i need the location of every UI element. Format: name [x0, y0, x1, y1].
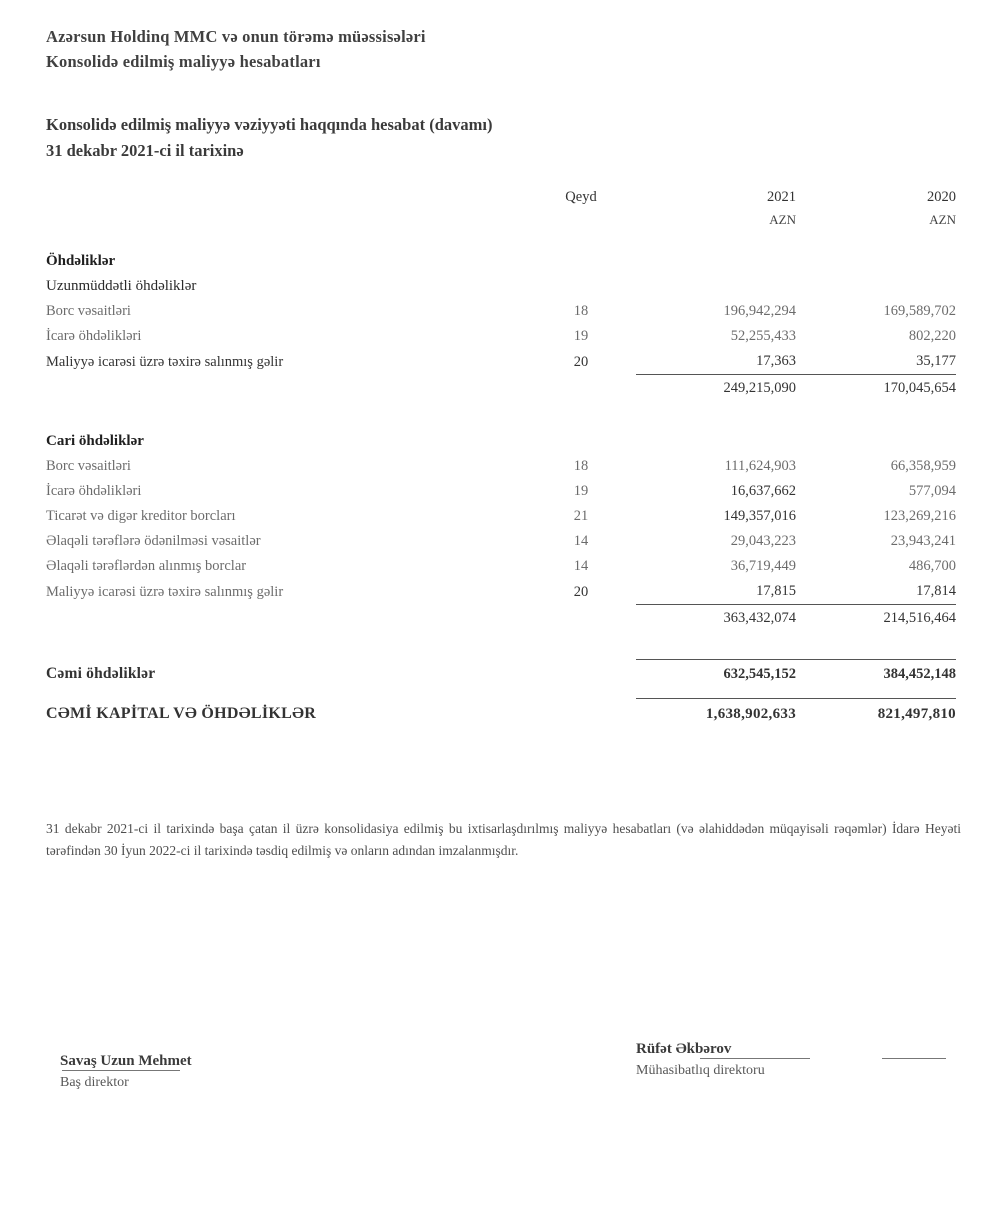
- row-label: Borc vəsaitləri: [46, 303, 131, 319]
- row-value-2020: 802,220: [908, 328, 956, 344]
- row-value-2020: 17,814: [916, 583, 956, 599]
- total-equity-liabilities-2021: 1,638,902,633: [636, 699, 796, 730]
- section-noncurrent-subheading: Uzunmüddətli öhdəliklər: [46, 278, 197, 294]
- row-value-2021: 17,363: [756, 353, 796, 369]
- header-note: Qeyd: [565, 189, 597, 205]
- signature-area: [0, 1041, 1000, 1170]
- row-note: 19: [573, 328, 589, 344]
- row-value-2021: 52,255,433: [730, 328, 796, 344]
- section-current-heading: Cari öhdəliklər: [46, 433, 144, 449]
- table-row: [46, 529, 956, 554]
- row-note: 19: [573, 483, 589, 499]
- row-label: Maliyyə icarəsi üzrə təxirə salınmış gəlir: [46, 583, 284, 600]
- row-value-2020: 35,177: [916, 353, 956, 369]
- spacer: [46, 649, 956, 660]
- company-name: Azərsun Holdinq MMC və onun törəmə müəssisələri: [46, 27, 426, 46]
- approval-paragraph: 31 dekabr 2021-ci il tarixində başa çatan il üzrə konsolidasiya edilmiş bu ixtisarlaşdırılmış maliyyə hesabatları (və əlahiddədən müqayisəli rəqəmlər) İdarə Heyəti tərəfindən 30 İyun 2022-ci il tarixində təsdiq edilmiş və onların adından imzalanmışdır.: [46, 821, 961, 858]
- table-header-unit-row: [46, 209, 956, 231]
- total-equity-liabilities-row: [46, 699, 956, 730]
- row-note: 18: [573, 458, 589, 474]
- table-row: [46, 479, 956, 504]
- row-value-2020: 23,943,241: [890, 533, 956, 549]
- table-row: [46, 504, 956, 529]
- total-equity-liabilities-2020: 821,497,810: [796, 699, 956, 730]
- header-unit-2020: AZN: [929, 212, 956, 227]
- table-row: [46, 454, 956, 479]
- section-heading-row: [46, 429, 956, 454]
- subtotal-value-2020: 170,045,654: [796, 375, 956, 402]
- row-label: Borc vəsaitləri: [46, 458, 131, 474]
- statement-date: 31 dekabr 2021-ci il tarixinə: [46, 141, 244, 160]
- row-value-2021: 149,357,016: [723, 508, 796, 524]
- signatory-role: Baş direktor: [60, 1075, 129, 1090]
- row-value-2020: 577,094: [908, 483, 956, 499]
- row-value-2021: 17,815: [756, 583, 796, 599]
- row-label: Ticarət və digər kreditor borcları: [46, 508, 236, 524]
- statement-title-line: Konsolidə edilmiş maliyyə vəziyyəti haqqında hesabat (davamı): [46, 115, 493, 134]
- header-blank: [46, 185, 526, 209]
- statement-title: [46, 112, 946, 164]
- subtotal-label: [46, 375, 526, 402]
- total-liabilities-2020: 384,452,148: [796, 660, 956, 689]
- section-heading-row: [46, 249, 956, 274]
- header-unit-note-blank: [526, 209, 636, 231]
- subtotal-row: [46, 605, 956, 632]
- spacer: [46, 419, 956, 429]
- spacer: [46, 401, 956, 419]
- financial-table: [46, 185, 956, 729]
- table-row: [46, 324, 956, 349]
- report-type: Konsolidə edilmiş maliyyə hesabatları: [46, 52, 321, 71]
- subtotal-value-2021: 363,432,074: [636, 605, 796, 632]
- table-header-row: [46, 185, 956, 209]
- row-label: Əlaqəli tərəflərə ödənilməsi vəsaitlər: [46, 533, 261, 549]
- signatory-name: Rüfət Əkbərov: [636, 1041, 732, 1057]
- signature-block-ceo: [60, 1050, 192, 1094]
- table-row: [46, 579, 956, 605]
- row-note: 14: [573, 558, 589, 574]
- subtotal-label: [46, 605, 526, 632]
- table-row: [46, 554, 956, 579]
- total-equity-liabilities-label: CƏMİ KAPİTAL VƏ ÖHDƏLİKLƏR: [46, 705, 317, 722]
- total-liabilities-label: Cəmi öhdəliklər: [46, 665, 156, 682]
- row-value-2021: 111,624,903: [724, 458, 796, 474]
- row-value-2020: 66,358,959: [890, 458, 956, 474]
- row-note: 20: [573, 353, 589, 370]
- header-unit-2021: AZN: [769, 212, 796, 227]
- subtotal-value-2020: 214,516,464: [796, 605, 956, 632]
- signatory-name: Savaş Uzun Mehmet: [60, 1053, 192, 1069]
- row-value-2020: 169,589,702: [883, 303, 956, 319]
- section-subheading-row: [46, 274, 956, 299]
- spacer: [46, 231, 956, 249]
- row-label: Maliyyə icarəsi üzrə təxirə salınmış gəlir: [46, 353, 284, 370]
- row-value-2021: 16,637,662: [730, 483, 796, 499]
- signature-line-right-extra: [882, 1058, 946, 1059]
- row-note: 14: [573, 533, 589, 549]
- row-label: İcarə öhdəlikləri: [46, 483, 142, 499]
- table-row: [46, 349, 956, 375]
- row-value-2020: 123,269,216: [883, 508, 956, 524]
- document-header: [46, 24, 946, 74]
- row-value-2021: 29,043,223: [730, 533, 796, 549]
- row-note: 20: [573, 583, 589, 600]
- signature-block-accounting: [636, 1038, 765, 1082]
- total-liabilities-2021: 632,545,152: [636, 660, 796, 689]
- header-unit-blank: [46, 209, 526, 231]
- subtotal-row: [46, 375, 956, 402]
- row-label: İcarə öhdəlikləri: [46, 328, 142, 344]
- total-liabilities-row: [46, 660, 956, 689]
- financial-table-wrapper: [46, 185, 956, 729]
- row-label: Əlaqəli tərəflərdən alınmış borclar: [46, 558, 247, 574]
- header-year-2021: 2021: [767, 189, 796, 205]
- header-year-2020: 2020: [927, 189, 956, 205]
- table-row: [46, 299, 956, 324]
- row-value-2020: 486,700: [908, 558, 956, 574]
- signatory-role: Mühasibatlıq direktoru: [636, 1063, 765, 1078]
- spacer: [46, 631, 956, 649]
- section-liabilities-heading: Öhdəliklər: [46, 253, 116, 269]
- spacer: [46, 688, 956, 699]
- row-note: 18: [573, 303, 589, 319]
- row-note: 21: [573, 508, 589, 524]
- row-value-2021: 196,942,294: [723, 303, 796, 319]
- subtotal-value-2021: 249,215,090: [636, 375, 796, 402]
- row-value-2021: 36,719,449: [730, 558, 796, 574]
